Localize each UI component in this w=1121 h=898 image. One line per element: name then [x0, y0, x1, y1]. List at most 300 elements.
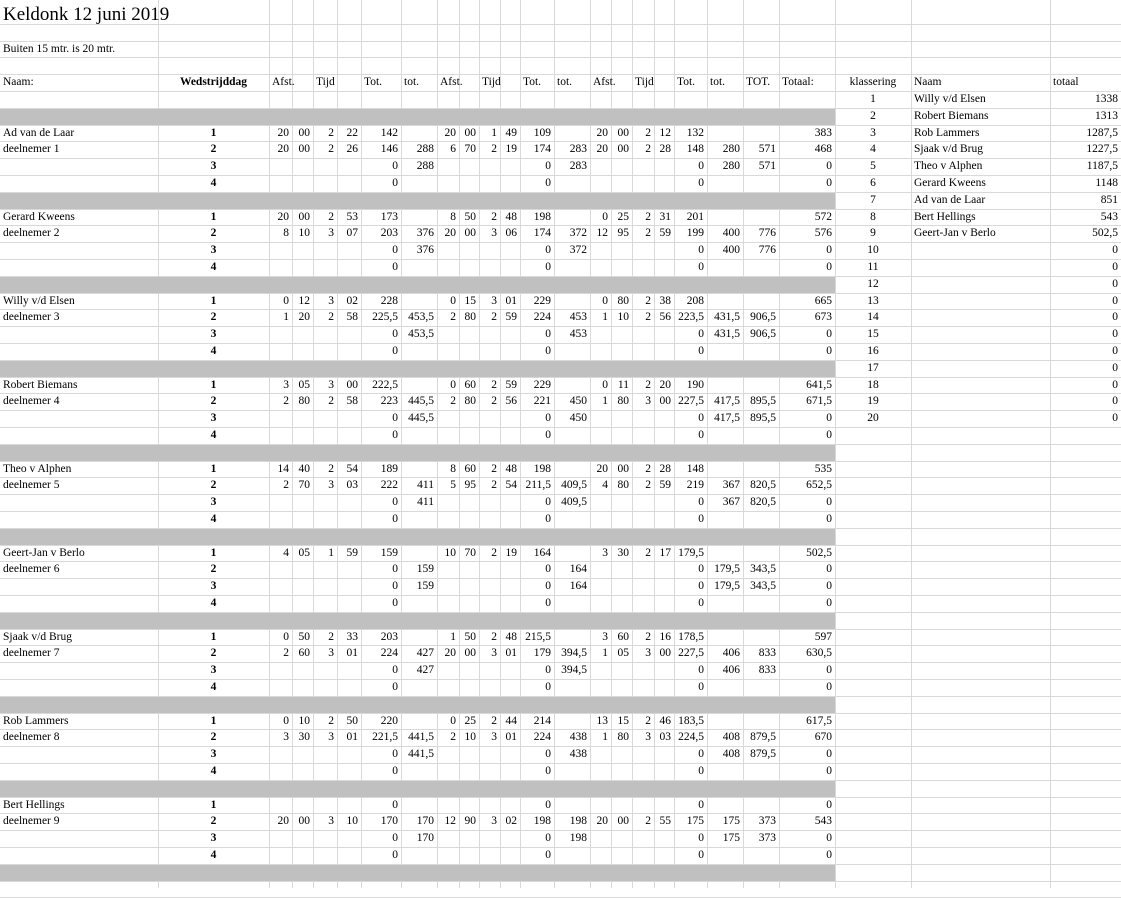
afst-cm[interactable]: [611, 763, 632, 780]
tijd-min[interactable]: [632, 410, 654, 427]
afst-cm[interactable]: [611, 175, 632, 192]
afst-cm[interactable]: 00: [298, 210, 310, 223]
afst-meters[interactable]: [437, 746, 459, 763]
tot-cumulative[interactable]: [707, 629, 743, 646]
afst-cm[interactable]: [611, 259, 632, 276]
ranking-position[interactable]: 16: [867, 345, 879, 357]
tijd-min[interactable]: [632, 763, 654, 780]
ranking-position[interactable]: 6: [870, 177, 876, 189]
afst-meters[interactable]: 0: [450, 378, 456, 391]
tot-value[interactable]: 170: [380, 815, 398, 828]
afst-meters[interactable]: [437, 175, 459, 192]
afst-meters[interactable]: [590, 847, 611, 864]
afst-cm[interactable]: [459, 242, 479, 259]
tot-upper-value[interactable]: [743, 847, 779, 864]
tijd-min[interactable]: [479, 410, 500, 427]
tijd-sec[interactable]: [654, 561, 674, 578]
afst-cm[interactable]: 90: [464, 815, 476, 828]
tot-cumulative[interactable]: 417,5: [714, 395, 740, 408]
participant-label[interactable]: deelnemer 4: [3, 395, 60, 408]
tijd-min[interactable]: 2: [645, 227, 651, 240]
tijd-sec[interactable]: 16: [659, 630, 671, 643]
afst-cm[interactable]: [292, 158, 313, 175]
tijd-sec[interactable]: [337, 578, 361, 595]
totaal-value[interactable]: 0: [826, 748, 832, 761]
tot-cumulative[interactable]: [554, 679, 590, 696]
participant-name[interactable]: Ad van de Laar: [3, 126, 75, 139]
tot-cumulative[interactable]: [401, 713, 437, 730]
tijd-min[interactable]: [313, 175, 337, 192]
afst-meters[interactable]: 8: [450, 210, 456, 223]
tot-upper-value[interactable]: 571: [758, 160, 776, 173]
afst-cm[interactable]: [459, 494, 479, 511]
afst-meters[interactable]: 3: [283, 378, 289, 391]
tijd-sec[interactable]: [654, 763, 674, 780]
tijd-min[interactable]: [632, 175, 654, 192]
ranking-position[interactable]: 10: [867, 244, 879, 257]
afst-cm[interactable]: [611, 561, 632, 578]
tot-upper-value[interactable]: 906,5: [750, 328, 776, 341]
day-number[interactable]: 3: [210, 664, 217, 677]
tijd-min[interactable]: 2: [491, 546, 497, 559]
tot-value[interactable]: 0: [698, 412, 704, 425]
tot-cumulative[interactable]: [707, 713, 743, 730]
afst-meters[interactable]: [590, 797, 611, 814]
tot-cumulative[interactable]: 409,5: [561, 496, 587, 509]
afst-cm[interactable]: [459, 158, 479, 175]
day-number[interactable]: 4: [210, 597, 217, 609]
afst-meters[interactable]: 20: [596, 126, 608, 139]
tijd-sec[interactable]: [500, 427, 520, 444]
tijd-min[interactable]: [479, 326, 500, 343]
afst-cm[interactable]: 25: [464, 714, 476, 727]
tot-value[interactable]: 0: [392, 513, 398, 525]
totaal-value[interactable]: 0: [826, 597, 832, 609]
tot-cumulative[interactable]: [707, 511, 743, 528]
ranking-total[interactable]: 0: [1112, 378, 1118, 391]
tijd-min[interactable]: [313, 326, 337, 343]
afst-cm[interactable]: [292, 595, 313, 612]
tot-cumulative[interactable]: 409,5: [561, 479, 587, 492]
tot-value[interactable]: 0: [392, 177, 398, 189]
tijd-sec[interactable]: 56: [505, 395, 517, 408]
afst-meters[interactable]: 3: [602, 546, 608, 559]
tijd-min[interactable]: 2: [328, 714, 334, 727]
tot-upper-value[interactable]: [743, 679, 779, 696]
tijd-min[interactable]: 2: [645, 378, 651, 391]
afst-cm[interactable]: [459, 427, 479, 444]
tijd-sec[interactable]: [654, 158, 674, 175]
tot-cumulative[interactable]: 179,5: [714, 580, 740, 593]
day-number[interactable]: 4: [210, 513, 217, 525]
afst-cm[interactable]: 20: [298, 311, 310, 324]
tot-cumulative[interactable]: 394,5: [561, 647, 587, 660]
tijd-min[interactable]: 3: [328, 731, 334, 744]
afst-meters[interactable]: 20: [444, 647, 456, 660]
afst-meters[interactable]: 2: [450, 731, 456, 744]
tot-value[interactable]: 227,5: [678, 647, 704, 660]
tijd-min[interactable]: [632, 578, 654, 595]
participant-label[interactable]: deelnemer 6: [3, 563, 60, 576]
afst-cm[interactable]: 05: [617, 647, 629, 660]
afst-cm[interactable]: [292, 427, 313, 444]
afst-meters[interactable]: [590, 343, 611, 360]
afst-cm[interactable]: [292, 259, 313, 276]
tot-cumulative[interactable]: [707, 461, 743, 478]
tijd-sec[interactable]: [654, 662, 674, 679]
tot-value[interactable]: 0: [545, 261, 551, 273]
tijd-min[interactable]: [632, 326, 654, 343]
tot-cumulative[interactable]: 394,5: [561, 664, 587, 677]
tijd-sec[interactable]: [337, 427, 361, 444]
totaal-value[interactable]: 0: [826, 849, 832, 861]
totaal-value[interactable]: 0: [826, 244, 832, 257]
afst-cm[interactable]: 25: [617, 210, 629, 223]
tot-value[interactable]: 0: [698, 160, 704, 173]
tot-value[interactable]: 198: [533, 210, 551, 223]
header-tijd[interactable]: Tijd: [635, 76, 654, 89]
afst-meters[interactable]: [437, 847, 459, 864]
tijd-min[interactable]: [313, 746, 337, 763]
participant-label[interactable]: deelnemer 2: [3, 227, 60, 240]
tot-upper-value[interactable]: 833: [758, 664, 776, 677]
tijd-sec[interactable]: [337, 763, 361, 780]
ranking-total[interactable]: 1287,5: [1086, 126, 1118, 139]
afst-cm[interactable]: [292, 511, 313, 528]
tijd-min[interactable]: 2: [645, 479, 651, 492]
tijd-sec[interactable]: 01: [505, 731, 517, 744]
afst-meters[interactable]: 10: [444, 546, 456, 559]
tijd-min[interactable]: [479, 242, 500, 259]
tijd-min[interactable]: 2: [645, 294, 651, 307]
tijd-sec[interactable]: [654, 494, 674, 511]
ranking-name[interactable]: [911, 309, 1050, 326]
afst-meters[interactable]: 6: [450, 143, 456, 156]
afst-meters[interactable]: 12: [596, 227, 608, 240]
afst-meters[interactable]: [437, 242, 459, 259]
tot-value[interactable]: 0: [698, 832, 704, 845]
afst-cm[interactable]: 05: [298, 546, 310, 559]
ranking-name[interactable]: [911, 393, 1050, 410]
tot-value[interactable]: 179,5: [678, 546, 704, 559]
day-number[interactable]: 1: [210, 546, 217, 559]
afst-meters[interactable]: [437, 259, 459, 276]
day-number[interactable]: 2: [210, 563, 217, 576]
ranking-name[interactable]: Geert-Jan v Berlo: [914, 227, 996, 240]
totaal-value[interactable]: 0: [826, 328, 832, 341]
tot-value[interactable]: 0: [392, 597, 398, 609]
tot-cumulative[interactable]: [401, 511, 437, 528]
afst-meters[interactable]: 2: [283, 647, 289, 660]
tijd-sec[interactable]: [337, 511, 361, 528]
afst-cm[interactable]: [292, 679, 313, 696]
afst-meters[interactable]: [590, 561, 611, 578]
tot-cumulative[interactable]: 453: [569, 328, 587, 341]
afst-cm[interactable]: 40: [298, 462, 310, 475]
afst-cm[interactable]: [292, 662, 313, 679]
tijd-sec[interactable]: [337, 343, 361, 360]
tot-cumulative[interactable]: [401, 377, 437, 394]
tijd-min[interactable]: [313, 259, 337, 276]
tot-value[interactable]: 0: [545, 664, 551, 677]
afst-meters[interactable]: 0: [283, 714, 289, 727]
participant-name[interactable]: Geert-Jan v Berlo: [3, 546, 85, 559]
tot-value[interactable]: 225,5: [372, 311, 398, 324]
totaal-value[interactable]: 0: [826, 681, 832, 693]
tot-value[interactable]: 148: [686, 462, 704, 475]
tijd-min[interactable]: [479, 259, 500, 276]
tijd-min[interactable]: 2: [645, 462, 651, 475]
tot-value[interactable]: 0: [545, 177, 551, 189]
tijd-sec[interactable]: 54: [505, 479, 517, 492]
tot-cumulative[interactable]: [707, 797, 743, 814]
tot-value[interactable]: 220: [380, 714, 398, 727]
tot-cumulative[interactable]: 441,5: [408, 748, 434, 761]
ranking-name[interactable]: [911, 410, 1050, 427]
tijd-sec[interactable]: 56: [659, 311, 671, 324]
tot-cumulative[interactable]: 280: [722, 160, 740, 173]
tot-upper-value[interactable]: [743, 427, 779, 444]
day-number[interactable]: 3: [210, 580, 217, 593]
afst-meters[interactable]: [269, 746, 292, 763]
sheet-subtitle[interactable]: Buiten 15 mtr. is 20 mtr.: [3, 42, 116, 55]
afst-meters[interactable]: 20: [277, 815, 289, 828]
afst-cm[interactable]: [292, 763, 313, 780]
tijd-sec[interactable]: [337, 259, 361, 276]
ranking-position[interactable]: 15: [867, 328, 879, 341]
afst-cm[interactable]: 00: [464, 227, 476, 240]
tot-upper-value[interactable]: 776: [758, 227, 776, 240]
tijd-sec[interactable]: [654, 679, 674, 696]
ranking-total[interactable]: 1227,5: [1086, 143, 1118, 156]
participant-label[interactable]: deelnemer 1: [3, 143, 60, 156]
ranking-total[interactable]: 0: [1112, 361, 1118, 374]
tijd-sec[interactable]: 58: [346, 395, 358, 408]
tot-cumulative[interactable]: 453: [569, 311, 587, 324]
afst-cm[interactable]: [459, 259, 479, 276]
afst-cm[interactable]: [459, 175, 479, 192]
afst-meters[interactable]: 1: [602, 731, 608, 744]
afst-meters[interactable]: 1: [602, 395, 608, 408]
tot-cumulative[interactable]: [401, 629, 437, 646]
tot-value[interactable]: 203: [380, 630, 398, 643]
tot-value[interactable]: 0: [545, 849, 551, 861]
tijd-min[interactable]: [313, 797, 337, 814]
afst-meters[interactable]: [269, 494, 292, 511]
tot-value[interactable]: 173: [380, 210, 398, 223]
tijd-min[interactable]: [313, 662, 337, 679]
afst-meters[interactable]: [269, 578, 292, 595]
tijd-min[interactable]: [313, 847, 337, 864]
tijd-min[interactable]: [632, 595, 654, 612]
tijd-sec[interactable]: 01: [346, 731, 358, 744]
tijd-sec[interactable]: 44: [505, 714, 517, 727]
tot-cumulative[interactable]: [707, 679, 743, 696]
tijd-min[interactable]: 3: [328, 294, 334, 307]
tot-value[interactable]: 214: [533, 714, 551, 727]
tot-cumulative[interactable]: 438: [569, 748, 587, 761]
afst-meters[interactable]: [269, 259, 292, 276]
tijd-sec[interactable]: [500, 259, 520, 276]
afst-meters[interactable]: [269, 847, 292, 864]
tijd-min[interactable]: 2: [645, 815, 651, 828]
tijd-sec[interactable]: 19: [505, 143, 517, 156]
tot-value[interactable]: 227,5: [678, 395, 704, 408]
tijd-sec[interactable]: [654, 175, 674, 192]
ranking-total[interactable]: 1187,5: [1086, 160, 1118, 173]
tot-value[interactable]: 229: [533, 378, 551, 391]
afst-meters[interactable]: 20: [596, 143, 608, 156]
tot-value[interactable]: 0: [545, 160, 551, 173]
participant-label[interactable]: deelnemer 3: [3, 311, 60, 324]
ranking-position[interactable]: 12: [867, 277, 879, 290]
afst-cm[interactable]: [292, 494, 313, 511]
day-number[interactable]: 3: [210, 160, 217, 173]
afst-cm[interactable]: [611, 595, 632, 612]
ranking-name[interactable]: [911, 293, 1050, 310]
day-number[interactable]: 4: [210, 681, 217, 693]
tot-cumulative[interactable]: 427: [416, 647, 434, 660]
tijd-min[interactable]: [313, 427, 337, 444]
afst-cm[interactable]: [611, 578, 632, 595]
totaal-value[interactable]: 670: [814, 731, 832, 744]
tijd-min[interactable]: [632, 561, 654, 578]
day-number[interactable]: 1: [210, 294, 217, 307]
tijd-sec[interactable]: 01: [346, 647, 358, 660]
tijd-min[interactable]: 3: [491, 647, 497, 660]
tot-cumulative[interactable]: 164: [569, 563, 587, 576]
tot-upper-value[interactable]: 895,5: [750, 395, 776, 408]
tot-value[interactable]: 0: [698, 513, 704, 525]
tot-upper-value[interactable]: 343,5: [750, 563, 776, 576]
tijd-min[interactable]: 2: [328, 311, 334, 324]
tijd-sec[interactable]: [500, 679, 520, 696]
tijd-min[interactable]: [632, 343, 654, 360]
tijd-sec[interactable]: [500, 847, 520, 864]
tot-cumulative[interactable]: [554, 511, 590, 528]
tijd-sec[interactable]: [500, 511, 520, 528]
day-number[interactable]: 3: [210, 412, 217, 425]
tot-cumulative[interactable]: 159: [416, 563, 434, 576]
tot-cumulative[interactable]: [554, 175, 590, 192]
ranking-position[interactable]: 1: [870, 93, 876, 105]
afst-cm[interactable]: [459, 326, 479, 343]
tijd-sec[interactable]: 10: [346, 815, 358, 828]
tot-value[interactable]: 178,5: [678, 630, 704, 643]
afst-meters[interactable]: [437, 343, 459, 360]
tijd-sec[interactable]: [337, 830, 361, 847]
tijd-min[interactable]: 2: [645, 126, 651, 139]
afst-cm[interactable]: 10: [617, 311, 629, 324]
tot-value[interactable]: 0: [392, 664, 398, 677]
tot-value[interactable]: 0: [545, 798, 551, 811]
tijd-sec[interactable]: 50: [346, 714, 358, 727]
tijd-sec[interactable]: 48: [505, 210, 517, 223]
afst-meters[interactable]: [437, 511, 459, 528]
tot-cumulative[interactable]: 406: [722, 647, 740, 660]
tot-cumulative[interactable]: [554, 125, 590, 142]
tot-cumulative[interactable]: 376: [416, 227, 434, 240]
tot-value[interactable]: 148: [686, 143, 704, 156]
tot-cumulative[interactable]: [707, 125, 743, 142]
tot-cumulative[interactable]: [401, 847, 437, 864]
afst-cm[interactable]: [292, 343, 313, 360]
participant-name[interactable]: Willy v/d Elsen: [3, 294, 75, 307]
afst-meters[interactable]: 0: [283, 294, 289, 307]
tijd-min[interactable]: 3: [328, 227, 334, 240]
participant-label[interactable]: deelnemer 9: [3, 815, 60, 828]
ranking-total[interactable]: 0: [1112, 412, 1118, 425]
ranking-position[interactable]: 8: [870, 210, 876, 223]
tot-value[interactable]: 0: [392, 798, 398, 811]
tijd-sec[interactable]: [337, 797, 361, 814]
tot-value[interactable]: 0: [698, 597, 704, 609]
tot-cumulative[interactable]: 408: [722, 731, 740, 744]
tijd-sec[interactable]: [500, 830, 520, 847]
afst-cm[interactable]: [292, 410, 313, 427]
ranking-total[interactable]: 0: [1112, 277, 1118, 290]
ranking-total[interactable]: 0: [1112, 244, 1118, 257]
tijd-min[interactable]: 2: [491, 311, 497, 324]
day-number[interactable]: 1: [210, 378, 217, 391]
tot-cumulative[interactable]: [554, 461, 590, 478]
afst-cm[interactable]: [459, 578, 479, 595]
tijd-sec[interactable]: [337, 847, 361, 864]
tot-value[interactable]: 223,5: [678, 311, 704, 324]
afst-meters[interactable]: 13: [596, 714, 608, 727]
tot-cumulative[interactable]: 445,5: [408, 412, 434, 425]
tijd-sec[interactable]: 02: [346, 294, 358, 307]
afst-cm[interactable]: [459, 830, 479, 847]
header-tot-lower[interactable]: tot.: [710, 76, 726, 89]
tijd-min[interactable]: 3: [491, 815, 497, 828]
ranking-name[interactable]: Rob Lammers: [914, 126, 980, 139]
totaal-value[interactable]: 665: [814, 294, 832, 307]
tot-value[interactable]: 0: [392, 412, 398, 425]
afst-meters[interactable]: [437, 595, 459, 612]
tot-cumulative[interactable]: 376: [416, 244, 434, 257]
afst-meters[interactable]: [437, 427, 459, 444]
tot-value[interactable]: 215,5: [525, 630, 551, 643]
tot-cumulative[interactable]: [554, 209, 590, 226]
tijd-sec[interactable]: 48: [505, 630, 517, 643]
ranking-position[interactable]: 18: [867, 378, 879, 391]
tot-value[interactable]: 159: [380, 546, 398, 559]
tot-upper-value[interactable]: [743, 629, 779, 646]
participant-name[interactable]: Gerard Kweens: [3, 210, 75, 223]
tot-value[interactable]: 222,5: [372, 378, 398, 391]
ranking-name[interactable]: Ad van de Laar: [914, 193, 986, 206]
tot-value[interactable]: 190: [686, 378, 704, 391]
tot-value[interactable]: 0: [392, 832, 398, 845]
tot-cumulative[interactable]: [401, 763, 437, 780]
tot-upper-value[interactable]: [743, 763, 779, 780]
tot-cumulative[interactable]: 453,5: [408, 311, 434, 324]
tot-cumulative[interactable]: [707, 847, 743, 864]
afst-cm[interactable]: [611, 679, 632, 696]
day-number[interactable]: 4: [210, 849, 217, 861]
tijd-min[interactable]: [632, 830, 654, 847]
ranking-name[interactable]: [911, 326, 1050, 343]
tijd-sec[interactable]: 28: [659, 143, 671, 156]
tijd-min[interactable]: 3: [645, 731, 651, 744]
tot-upper-value[interactable]: [743, 125, 779, 142]
ranking-total[interactable]: 0: [1112, 328, 1118, 341]
tot-cumulative[interactable]: 283: [569, 143, 587, 156]
tijd-min[interactable]: 2: [491, 479, 497, 492]
afst-meters[interactable]: [269, 410, 292, 427]
tot-upper-value[interactable]: [743, 209, 779, 226]
